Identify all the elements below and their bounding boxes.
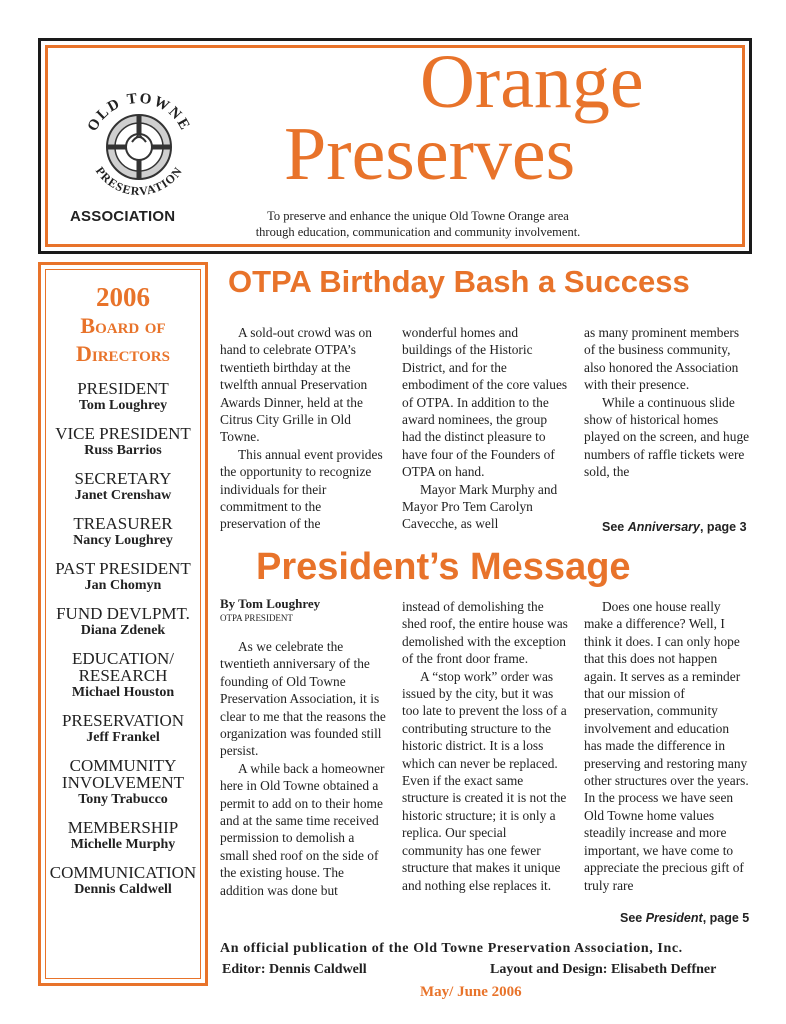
article1-col2-paragraph2: Mayor Mark Murphy and Mayor Pro Tem Carolyn Cavecche, as well — [402, 481, 558, 532]
article2-headline: President’s Message — [256, 546, 631, 588]
officer-list — [46, 380, 200, 898]
officer-entry — [46, 560, 200, 594]
officer-role: PAST PRESIDENT — [55, 559, 191, 578]
article2-col2-paragraph1: instead of demolishing the shed roof, the entire house was demolished with the exception of the front door frame. — [402, 599, 568, 667]
mission-line1: To preserve and enhance the unique Old Towne Orange area — [267, 209, 569, 223]
board-year: 2006 — [96, 282, 150, 312]
article1-col3-paragraph1: as many prominent members of the business community, also honored the Association with their presence. — [584, 325, 740, 393]
officer-entry — [46, 650, 200, 701]
editor-credit: Editor: Dennis Caldwell — [222, 962, 367, 977]
board-sidebar — [38, 262, 208, 986]
layout-credit: Layout and Design: Elisabeth Deffner — [490, 962, 717, 977]
article1-col3-paragraph2: While a continuous slide show of historical homes played on the screen, and huge numbers of raffle tickets were sold, the — [584, 394, 750, 480]
board-title-line2: Directors — [76, 341, 170, 366]
article2-col3-paragraph1: Does one house really make a difference? Well, I think it does. I can only hope that this does not happen again. It serves as a reminder that our mission of preservation, community involvement and education has made the difference in preserving and restoring many other structures over the years. In the process we have seen Old Towne home values steadily increase and more important, we have come to appreciate the precious gift of truly rare — [584, 599, 749, 893]
issue-date: May/ June 2006 — [420, 984, 522, 1000]
officer-entry — [46, 757, 200, 808]
logo-ring-top-text: OLD TOWNE — [84, 90, 194, 135]
article1-col2-paragraph1: wonderful homes and buildings of the Historic District, and for the embodiment of the core values of OTPA. In addition to the award nominees, the group had the distinct pleasure to have four of the Founders of OTPA on hand. — [402, 325, 568, 480]
continued-target: Anniversary — [627, 520, 700, 534]
article1-column3 — [584, 324, 750, 481]
officer-entry — [46, 712, 200, 746]
continued-target: President — [645, 911, 703, 925]
publication-statement: An official publication of the Old Towne Preservation Association, Inc. — [220, 941, 683, 956]
officer-name: Jan Chomyn — [84, 578, 162, 593]
article2-col1-paragraph1: As we celebrate the twentieth anniversary of the founding of Old Towne Preservation Association, it is clear to me that the reasons the organization was founded still persist. — [220, 639, 386, 759]
officer-name: Janet Crenshaw — [74, 488, 172, 503]
article2-continued-note — [620, 911, 749, 925]
officer-role: EDUCATION/ RESEARCH — [72, 649, 174, 685]
article1-column2 — [402, 324, 568, 533]
article1-headline: OTPA Birthday Bash a Success — [228, 264, 690, 299]
logo-ring-bottom-text: PRESERVATION — [92, 163, 186, 199]
byline-title: OTPA PRESIDENT — [220, 613, 293, 623]
officer-name: Tom Loughrey — [78, 398, 168, 413]
officer-role: PRESERVATION — [61, 711, 185, 730]
officer-name: Dennis Caldwell — [74, 882, 172, 897]
masthead-inner-frame — [45, 40, 745, 247]
newsletter-title-line1: Orange — [420, 40, 644, 124]
article2-col2-paragraph2: A “stop work” order was issued by the city, but it was too late to prevent the loss of a contributing structure to the historic district. It is a loss which can never be replaced. Even if the exact same structure is created it is not the historic structure; it is only a replica. Our special community has one fewer structure that makes it unique and nothing else replaces it. — [402, 668, 567, 893]
officer-name: Jeff Frankel — [86, 730, 160, 745]
officer-entry — [46, 515, 200, 549]
officer-entry — [46, 380, 200, 414]
officer-role: VICE PRESIDENT — [55, 424, 191, 443]
byline: By Tom Loughrey — [220, 596, 321, 611]
officer-role: COMMUNICATION — [49, 863, 197, 882]
continued-prefix: See — [620, 911, 646, 925]
officer-name: Diana Zdenek — [80, 623, 166, 638]
officer-name: Russ Barrios — [84, 443, 162, 458]
article1-continued-note — [602, 520, 747, 534]
officer-role: FUND DEVLPMT. — [56, 604, 190, 623]
article2-column3 — [584, 598, 750, 894]
mission-statement — [228, 208, 608, 240]
article2-column1 — [220, 596, 386, 899]
officer-role: TREASURER — [73, 514, 173, 533]
board-sidebar-inner — [45, 269, 201, 979]
officer-entry — [46, 425, 200, 459]
continued-suffix: , page 5 — [702, 911, 750, 925]
article1-col1-paragraph1: A sold-out crowd was on hand to celebrate OTPA’s twentieth birthday at the twelfth annual Preservation Awards Dinner, held at the Citrus City Grille in Old Towne. — [220, 325, 372, 445]
officer-role: COMMUNITY INVOLVEMENT — [61, 756, 185, 792]
association-label: ASSOCIATION — [70, 208, 176, 225]
officer-entry — [46, 605, 200, 639]
otpa-logo — [74, 82, 204, 212]
officer-name: Nancy Loughrey — [73, 533, 173, 548]
officer-role: MEMBERSHIP — [67, 818, 179, 837]
article1-col1-paragraph2: This annual event provides the opportunity to recognize individuals for their commitment to the preservation of the — [220, 446, 383, 532]
article1-column1 — [220, 324, 386, 533]
article2-column2 — [402, 598, 568, 894]
officer-entry — [46, 470, 200, 504]
board-title-line1: Board of — [80, 313, 166, 338]
continued-suffix: , page 3 — [699, 520, 747, 534]
masthead — [38, 38, 752, 254]
officer-name: Tony Trabucco — [78, 792, 168, 807]
mission-line2: through education, communication and community involvement. — [255, 225, 581, 239]
article2-col1-paragraph2: A while back a homeowner here in Old Towne obtained a permit to add on to their home and at the same time received permission to demolish a small shed roof on the side of the existing house. The addition was done but — [220, 760, 385, 898]
officer-name: Michelle Murphy — [70, 837, 176, 852]
officer-name: Michael Houston — [71, 685, 175, 700]
newsletter-title-line2: Preserves — [284, 112, 576, 196]
officer-role: SECRETARY — [74, 469, 172, 488]
continued-prefix: See — [602, 520, 628, 534]
officer-entry — [46, 819, 200, 853]
officer-role: PRESIDENT — [77, 379, 169, 398]
officer-entry — [46, 864, 200, 898]
